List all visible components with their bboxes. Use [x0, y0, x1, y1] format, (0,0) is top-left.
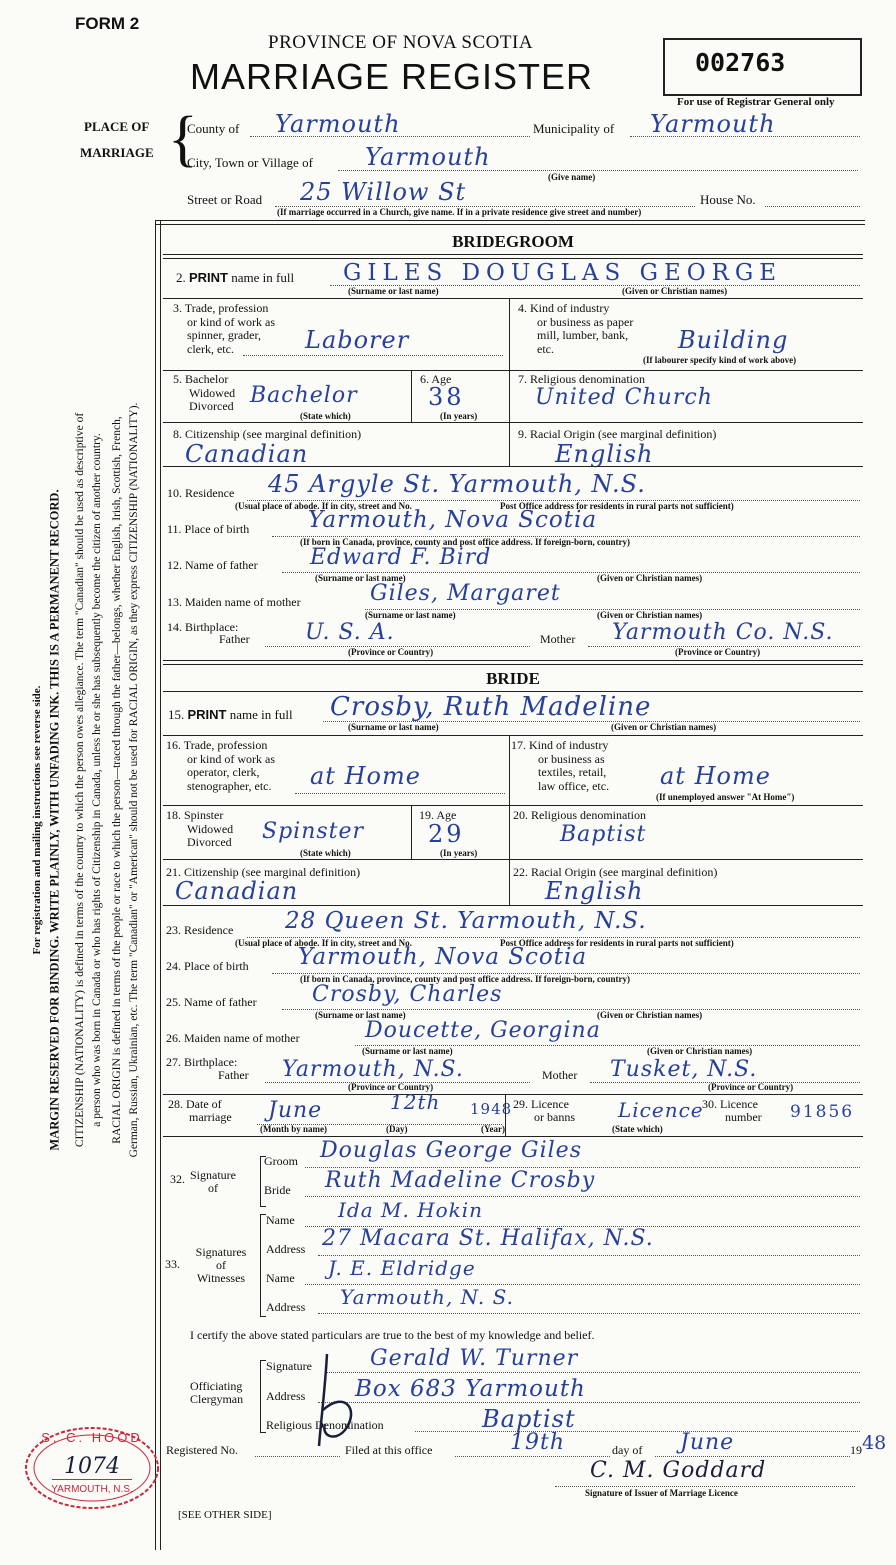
groom-origin-value: English	[555, 440, 654, 468]
clergy-sig-line	[325, 1372, 860, 1373]
q15-label	[168, 708, 293, 722]
q2-print: PRINT	[189, 270, 228, 285]
groom-mother-given-note: (Given or Christian names)	[597, 610, 703, 620]
frame-top-2	[155, 224, 865, 225]
registrar-note: For use of Registrar General only	[677, 96, 835, 108]
q32-bracket-bottom	[260, 1206, 266, 1207]
q6-label: 6. Age	[420, 372, 452, 386]
bride-origin-value: English	[545, 877, 644, 905]
groom-birth-note: (If born in Canada, province, county and post office address. If foreign-born, country)	[300, 537, 631, 547]
marriage-label: MARRIAGE	[80, 145, 154, 160]
q22-label: 22. Racial Origin (see marginal definition)	[513, 865, 718, 879]
groom-label: Groom	[264, 1154, 298, 1168]
q19-label: 19. Age	[419, 808, 457, 822]
place-brace: {	[168, 105, 198, 173]
bride-rule-6	[163, 1094, 863, 1095]
bride-given-note: (Given or Christian names)	[611, 722, 717, 732]
form-title: MARRIAGE REGISTER	[190, 56, 594, 97]
clergy-bracket-bottom	[260, 1432, 266, 1433]
q14-label: 14. Birthplace:	[167, 620, 239, 634]
q21-label: 21. Citizenship (see marginal definition)	[166, 865, 361, 879]
groom-divider-3	[509, 370, 510, 466]
give-name-note: (Give name)	[548, 172, 596, 182]
bride-trade-value: at Home	[310, 762, 421, 790]
labourer-note: (If labourer specify kind of work above)	[643, 355, 797, 365]
groom-residence-value: 45 Argyle St. Yarmouth, N.S.	[268, 470, 646, 498]
clergy-signature-label: Signature	[266, 1359, 312, 1373]
w2-name-label: Name	[266, 1271, 295, 1285]
year-value: 1948	[470, 1100, 513, 1118]
stamp-bottom-text: YARMOUTH, N.S.	[51, 1484, 133, 1495]
bride-trade-line	[295, 793, 505, 794]
groom-father-given-note: (Given or Christian names)	[597, 573, 703, 583]
q12-label: 12. Name of father	[167, 558, 258, 572]
registered-no-label: Registered No.	[166, 1443, 238, 1457]
bride-state-which: (State which)	[300, 848, 351, 858]
q23-label: 23. Residence	[166, 923, 234, 937]
witness1-address: 27 Macara St. Halifax, N.S.	[322, 1226, 654, 1251]
bride-rule-2	[163, 735, 863, 736]
bride-age-value: 29	[428, 820, 465, 848]
q3-line-2: or kind of work as	[187, 314, 275, 329]
place-of-label: PLACE OF	[84, 119, 150, 134]
stamp-top-text: S. C. HOOD	[41, 1430, 143, 1445]
q16-line-1: 16. Trade, profession	[166, 738, 268, 752]
q28-line-1: 28. Date of	[168, 1097, 222, 1111]
q28-line-2: marriage	[189, 1110, 232, 1124]
groom-signature: Douglas George Giles	[320, 1138, 582, 1163]
officiating-line-1: Officiating	[190, 1379, 243, 1393]
margin-line-5: RACIAL ORIGIN is defined in terms of the people or race to which the person—traced through the father—belongs, whether English, Irish, Scottish, French,	[111, 416, 123, 1144]
bride-father-birth-value: Yarmouth, N.S.	[282, 1057, 464, 1082]
q30-line-1: 30. Licence	[702, 1097, 758, 1111]
clergy-signature: Gerald W. Turner	[370, 1346, 579, 1371]
bride-divider-3	[509, 805, 510, 905]
q26-label: 26. Maiden name of mother	[166, 1031, 300, 1045]
clergy-flourish	[305, 1350, 365, 1450]
q5-line-1: 5. Bachelor	[173, 372, 229, 386]
q13-label: 13. Maiden name of mother	[167, 595, 301, 609]
frame-top	[155, 220, 865, 221]
q3-line-1: 3. Trade, profession	[173, 301, 269, 315]
day-note: (Day)	[386, 1124, 408, 1134]
groom-father-surname-note: (Surname or last name)	[315, 573, 406, 583]
county-value: Yarmouth	[275, 110, 401, 138]
bride-rule-3	[163, 805, 863, 806]
q17-line-3: textiles, retail,	[538, 765, 607, 779]
groom-state-which: (State which)	[300, 411, 351, 421]
filed-month-line	[655, 1456, 850, 1457]
q16-line-3: operator, clerk,	[187, 765, 260, 779]
q16-label	[166, 739, 275, 793]
clergy-bracket	[260, 1360, 261, 1432]
q15-rest: name in full	[229, 707, 293, 722]
street-label: Street or Road	[187, 192, 263, 207]
bride-birth-note: (If born in Canada, province, county and post office address. If foreign-born, country)	[300, 974, 631, 984]
margin-line-1: For registration and mailing instructions see reverse side.	[31, 685, 43, 955]
bride-religion-value: Baptist	[560, 822, 647, 847]
groom-divider-1	[509, 298, 510, 370]
q2-rest: name in full	[231, 270, 295, 285]
bride-residence-note: (Usual place of abode. If in city, street and No.	[235, 938, 412, 948]
bride-rule-0	[163, 660, 863, 661]
bride-post-office-note: Post Office address for residents in rural parts not sufficient)	[500, 938, 734, 948]
q4-line-4: etc.	[537, 341, 554, 356]
groom-rule-1b	[163, 258, 863, 259]
q5-line-2: Widowed	[189, 385, 236, 400]
q4-label	[518, 302, 633, 356]
groom-rule-1	[163, 254, 863, 255]
groom-birth-value: Yarmouth, Nova Scotia	[308, 507, 598, 533]
q33-bracket-bottom	[260, 1316, 266, 1317]
margin-notes	[31, 220, 160, 1400]
q32-number: 32.	[170, 1172, 185, 1186]
q29-label	[513, 1098, 575, 1124]
bride-mother-value: Doucette, Georgina	[365, 1018, 601, 1043]
certify-text: I certify the above stated particulars are true to the best of my knowledge and belief.	[190, 1328, 595, 1342]
bride-mother-birth-value: Tusket, N.S.	[610, 1057, 758, 1082]
month-value: June	[268, 1098, 323, 1123]
q29-line-2: or banns	[534, 1110, 575, 1124]
q10-label: 10. Residence	[167, 486, 235, 500]
groom-rule-3	[163, 370, 863, 371]
groom-post-office-note: Post Office address for residents in rural parts not sufficient)	[500, 501, 734, 511]
groom-province-note-2: (Province or Country)	[675, 647, 761, 657]
margin-line-2: MARGIN RESERVED FOR BINDING. WRITE PLAINLY, WITH UNFADING INK. THIS IS A PERMANENT RECORD.	[47, 489, 62, 1151]
groom-province-note-1: (Province or Country)	[348, 647, 434, 657]
licence-divider	[505, 1094, 506, 1136]
state-which-3: (State which)	[612, 1124, 663, 1134]
q30-label	[702, 1098, 762, 1124]
officiating-label	[190, 1380, 243, 1406]
q2-label	[176, 271, 294, 285]
bride-rule-5	[163, 905, 863, 906]
form-number: FORM 2	[75, 14, 140, 33]
witness1-name: Ida M. Hokin	[338, 1198, 484, 1222]
groom-rule-2	[163, 298, 863, 299]
municipality-value: Yarmouth	[650, 110, 776, 138]
bride-father-given-note: (Given or Christian names)	[597, 1010, 703, 1020]
bride-surname-note: (Surname or last name)	[348, 722, 439, 732]
clergy-address-line	[318, 1402, 860, 1403]
bride-sig-line	[305, 1196, 860, 1197]
filed-day: 19th	[510, 1430, 566, 1455]
q16-line-4: stenographer, etc.	[187, 778, 272, 793]
year-note: (Year)	[481, 1124, 505, 1134]
margin-line-3: CITIZENSHIP (NATIONALITY) is defined in terms of the country to which the person owes allegiance. The term "Canadian" should be used as descriptive of	[74, 412, 86, 1148]
q30-line-2: number	[725, 1110, 762, 1124]
w1-name-label: Name	[266, 1213, 295, 1227]
day-of-label: day of	[612, 1443, 643, 1457]
q11-label: 11. Place of birth	[167, 522, 250, 536]
q18-line-1: 18. Spinster	[166, 808, 224, 822]
groom-given-note: (Given or Christian names)	[622, 286, 728, 296]
q3-line-3: spinner, grader,	[187, 328, 262, 342]
q3-label	[173, 302, 275, 356]
q25-label: 25. Name of father	[166, 995, 257, 1009]
q20-label: 20. Religious denomination	[513, 808, 646, 822]
filed-day-line	[455, 1456, 610, 1457]
month-note: (Month by name)	[260, 1124, 327, 1134]
issuer-line	[555, 1486, 855, 1487]
county-label: County of	[187, 121, 240, 136]
church-note: (If marriage occurred in a Church, give name. If in a private residence give street and number)	[277, 207, 642, 217]
w2-address-line	[318, 1313, 860, 1314]
licence-value: Licence	[618, 1098, 704, 1122]
city-value: Yarmouth	[365, 143, 491, 171]
groom-citizenship-value: Canadian	[185, 440, 309, 468]
clergy-denomination-label: Religious Denomination	[266, 1418, 384, 1432]
filed-year: 48	[862, 1432, 887, 1454]
groom-name-value: GILES DOUGLAS GEORGE	[343, 260, 783, 286]
bride-mother-given-note: (Given or Christian names)	[647, 1046, 753, 1056]
bride-rule-0b	[163, 664, 863, 665]
day-value: 12th	[390, 1090, 441, 1114]
q33-line-2: of	[216, 1258, 226, 1272]
groom-rule-5	[163, 466, 863, 467]
q28-label	[168, 1098, 232, 1124]
licence-number-value: 91856	[790, 1102, 855, 1122]
q16-line-2: or kind of work as	[187, 751, 275, 766]
bride-father-surname-note: (Surname or last name)	[315, 1010, 406, 1020]
groom-industry-value: Building	[678, 326, 789, 354]
q24-label: 24. Place of birth	[166, 959, 249, 973]
house-no-line	[765, 206, 860, 207]
date-rule	[163, 1136, 863, 1137]
bride-rule-4	[163, 859, 863, 860]
q17-line-1: 17. Kind of industry	[511, 738, 609, 752]
bride-citizenship-value: Canadian	[175, 877, 299, 905]
q32-line-1: Signature	[190, 1168, 236, 1182]
q8-label: 8. Citizenship (see marginal definition)	[173, 427, 362, 441]
bride-mother-surname-note: (Surname or last name)	[362, 1046, 453, 1056]
q32-label	[190, 1169, 236, 1195]
q3-line-4: clerk, etc.	[187, 341, 234, 356]
q4-line-2: or business as paper	[537, 314, 634, 329]
q32-line-2: of	[208, 1181, 218, 1195]
q4-line-3: mill, lumber, bank,	[537, 328, 629, 342]
groom-father-birth-value: U. S. A.	[305, 620, 395, 645]
q17-label	[511, 739, 609, 793]
street-value: 25 Willow St	[300, 178, 467, 206]
q7-label: 7. Religious denomination	[518, 372, 645, 386]
groom-age-value: 38	[428, 383, 465, 411]
margin-line-6: German, Russian, Ukrainian, etc. The term "Canadian" or "American" should not be used for RACIAL ORIGIN, as they express CITIZENSHIP (NATIONALITY).	[128, 402, 140, 1158]
registration-number: 002763	[695, 48, 786, 77]
groom-father-value: Edward F. Bird	[310, 545, 492, 570]
q18-line-2: Widowed	[187, 821, 234, 836]
bride-province-note-2: (Province or Country)	[708, 1082, 794, 1092]
groom-divider-2	[411, 370, 412, 422]
q33-label	[186, 1246, 256, 1285]
issuer-note: Signature of Issuer of Marriage Licence	[585, 1488, 738, 1498]
municipality-label: Municipality of	[533, 121, 615, 136]
q15-print: PRINT	[187, 707, 227, 722]
bride-industry-value: at Home	[660, 762, 771, 790]
bride-residence-value: 28 Queen St. Yarmouth, N.S.	[285, 908, 647, 934]
q33-line-1: Signatures	[195, 1245, 247, 1259]
bridegroom-heading: BRIDEGROOM	[452, 232, 574, 251]
city-label: City, Town or Village of	[187, 155, 313, 170]
q18-line-3: Divorced	[187, 835, 232, 849]
witness2-address: Yarmouth, N. S.	[340, 1285, 514, 1309]
q27-mother-label: Mother	[542, 1068, 578, 1082]
w1-address-label: Address	[266, 1242, 306, 1256]
bride-divider-2	[411, 805, 412, 859]
bride-signature: Ruth Madeline Crosby	[325, 1168, 596, 1193]
groom-status-value: Bachelor	[250, 383, 358, 408]
q27-label: 27. Birthplace:	[166, 1055, 238, 1069]
q15-number: 15.	[168, 707, 185, 722]
unemployed-note: (If unemployed answer "At Home")	[656, 792, 795, 802]
q17-line-4: law office, etc.	[538, 778, 610, 793]
bride-in-years: (In years)	[440, 848, 478, 858]
groom-rule-4	[163, 422, 863, 423]
bride-sig-label: Bride	[264, 1183, 291, 1197]
filed-label: Filed at this office	[345, 1443, 433, 1457]
q32-bracket	[260, 1156, 261, 1206]
see-other-side: [SEE OTHER SIDE]	[178, 1509, 272, 1521]
registered-no-line	[255, 1456, 340, 1457]
clergy-address: Box 683 Yarmouth	[355, 1376, 586, 1402]
filed-month: June	[680, 1430, 735, 1455]
issuer-signature: C. M. Goddard	[590, 1458, 767, 1483]
q17-line-2: or business as	[538, 751, 605, 766]
q33-bracket	[260, 1214, 261, 1316]
q14-father-label: Father	[219, 632, 250, 646]
q27-father-label: Father	[218, 1068, 249, 1082]
officiating-line-2: Clergyman	[190, 1392, 244, 1406]
groom-surname-note: (Surname or last name)	[348, 286, 439, 296]
q5-line-3: Divorced	[189, 399, 234, 413]
groom-trade-value: Laborer	[305, 326, 410, 354]
groom-residence-note: (Usual place of abode. If in city, street and No.	[235, 501, 412, 511]
w2-address-label: Address	[266, 1300, 306, 1314]
q14-mother-label: Mother	[540, 632, 576, 646]
groom-trade-line	[243, 355, 503, 356]
century-label: 19	[850, 1443, 862, 1457]
frame-left-inner	[160, 220, 161, 1550]
q5-label	[173, 373, 235, 414]
stamp-number: 1074	[52, 1454, 132, 1480]
bride-father-value: Crosby, Charles	[312, 982, 503, 1007]
groom-religion-value: United Church	[535, 385, 713, 410]
bride-divider-1	[509, 735, 510, 805]
q29-line-1: 29. Licence	[513, 1097, 569, 1111]
groom-in-years: (In years)	[440, 411, 478, 421]
margin-line-4: a person who was born in Canada or who has rights of Citizenship in Canada, unless he or she has subsequently become the citizen of another country.	[91, 433, 103, 1127]
bride-province-note-1: (Province or Country)	[348, 1082, 434, 1092]
bride-heading: BRIDE	[486, 669, 540, 688]
clergy-address-label: Address	[266, 1389, 306, 1403]
groom-mother-surname-note: (Surname or last name)	[365, 610, 456, 620]
clergy-denomination: Baptist	[482, 1405, 576, 1433]
q4-line-1: 4. Kind of industry	[518, 301, 610, 315]
q33-line-3: Witnesses	[196, 1271, 246, 1285]
province-title: PROVINCE OF NOVA SCOTIA	[268, 32, 534, 53]
groom-mother-value: Giles, Margaret	[370, 581, 561, 606]
bride-name-value: Crosby, Ruth Madeline	[330, 692, 652, 722]
house-no-label: House No.	[700, 192, 756, 207]
groom-mother-birth-value: Yarmouth Co. N.S.	[612, 620, 834, 645]
q2-number: 2.	[176, 270, 186, 285]
bride-birth-value: Yarmouth, Nova Scotia	[298, 944, 588, 970]
bride-status-value: Spinster	[262, 819, 365, 844]
q33-number: 33.	[165, 1257, 180, 1271]
witness2-name: J. E. Eldridge	[328, 1256, 476, 1280]
registrar-stamp	[22, 1424, 162, 1512]
q9-label: 9. Racial Origin (see marginal definition)	[518, 427, 717, 441]
q18-label	[166, 809, 233, 850]
